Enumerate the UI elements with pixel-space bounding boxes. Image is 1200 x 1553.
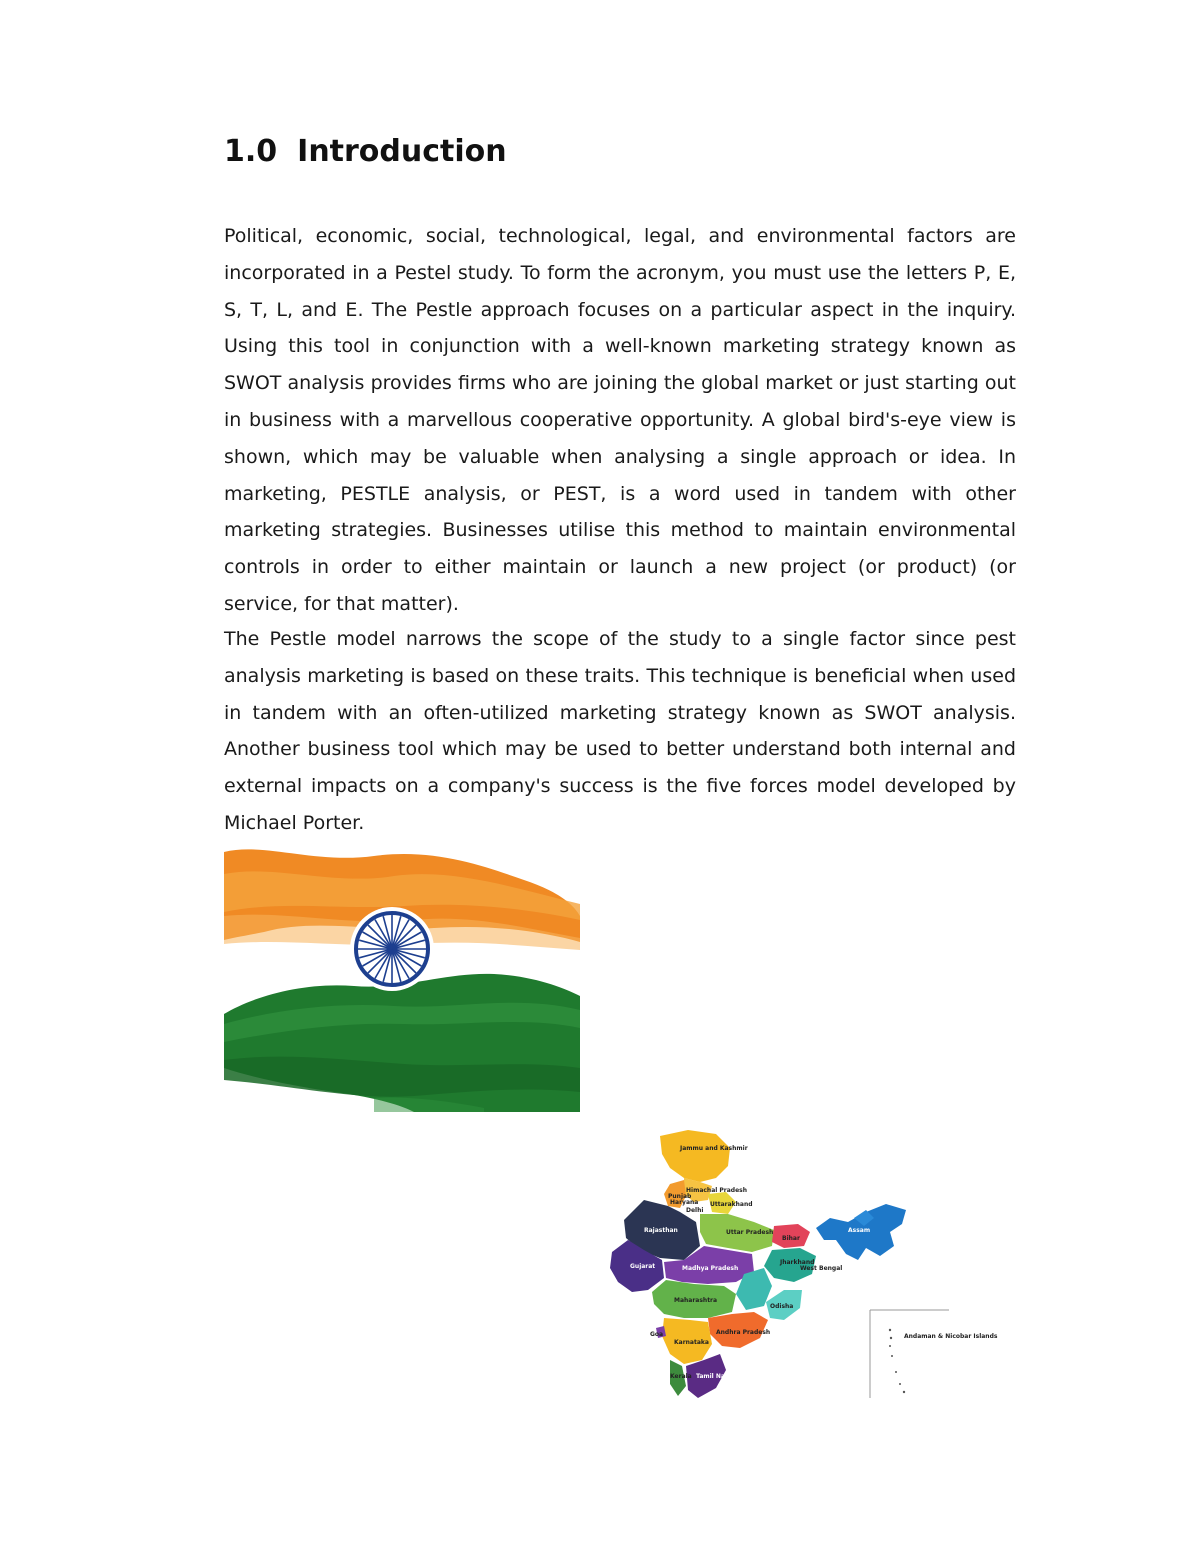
map-label-od: Odisha bbox=[770, 1303, 794, 1310]
map-label-dl: Delhi bbox=[686, 1207, 704, 1214]
map-label-gj: Gujarat bbox=[630, 1263, 656, 1270]
intro-paragraph-1: Political, economic, social, technological, legal, and environmental factors are incorporated in a Pestel study. To form the acronym, you must use the letters P, E, S, T, L, and E. The Pestle approach focuses on a particular aspect in the inquiry. Using this tool in conjunction with a well-known marketing strategy known as SWOT analysis provides firms who are joining the global market or just starting out in business with a marvellous cooperative opportunity. A global bird's-eye view is shown, which may be valuable when analysing a single approach or idea. In marketing, PESTLE analysis, or PEST, is a word used in tandem with other marketing strategies. Businesses utilise this method to maintain environmental controls in order to either maintain or launch a new project (or product) (or service, for that matter). bbox=[224, 225, 1016, 615]
map-label-ne: Assam bbox=[848, 1227, 871, 1234]
map-label-hp: Himachal Pradesh bbox=[686, 1187, 748, 1194]
section-title: Introduction bbox=[297, 134, 507, 169]
map-label-up: Uttar Pradesh bbox=[726, 1229, 774, 1236]
map-label-jh: Jharkhand bbox=[780, 1259, 815, 1266]
indian-flag-image bbox=[224, 846, 580, 1112]
map-label-rj: Rajasthan bbox=[644, 1227, 678, 1234]
map-label-uk: Uttarakhand bbox=[710, 1201, 753, 1208]
map-label-ga: Goa bbox=[650, 1331, 664, 1338]
intro-paragraph-2: The Pestle model narrows the scope of the study to a single factor since pest analysis marketing is based on these traits. This technique is beneficial when used in tandem with an often-utilized marketing strategy known as SWOT analysis. Another business tool which may be used to better understand both internal and external impacts on a company's success is the five forces model developed by Michael Porter. bbox=[224, 628, 1016, 834]
map-label-ap: Andhra Pradesh bbox=[716, 1329, 771, 1336]
map-label-tn: Tamil Nadu bbox=[696, 1373, 734, 1380]
section-heading bbox=[224, 130, 507, 174]
map-label-pb: Punjab bbox=[668, 1193, 692, 1200]
map-label-br: Bihar bbox=[782, 1235, 800, 1242]
map-label-ka: Karnataka bbox=[674, 1339, 709, 1346]
india-map-image bbox=[604, 1122, 998, 1402]
map-label-wb: West Bengal bbox=[800, 1265, 843, 1272]
map-label-kl: Kerala bbox=[670, 1373, 692, 1380]
map-label-an: Andaman & Nicobar Islands bbox=[904, 1333, 998, 1340]
map-label-mp: Madhya Pradesh bbox=[682, 1265, 739, 1272]
map-region-jk bbox=[660, 1130, 730, 1182]
map-label-jk: Jammu and Kashmir bbox=[680, 1145, 748, 1152]
section-number: 1.0 bbox=[224, 134, 278, 169]
map-label-hr: Haryana bbox=[670, 1199, 699, 1206]
map-label-mh: Maharashtra bbox=[674, 1297, 718, 1304]
